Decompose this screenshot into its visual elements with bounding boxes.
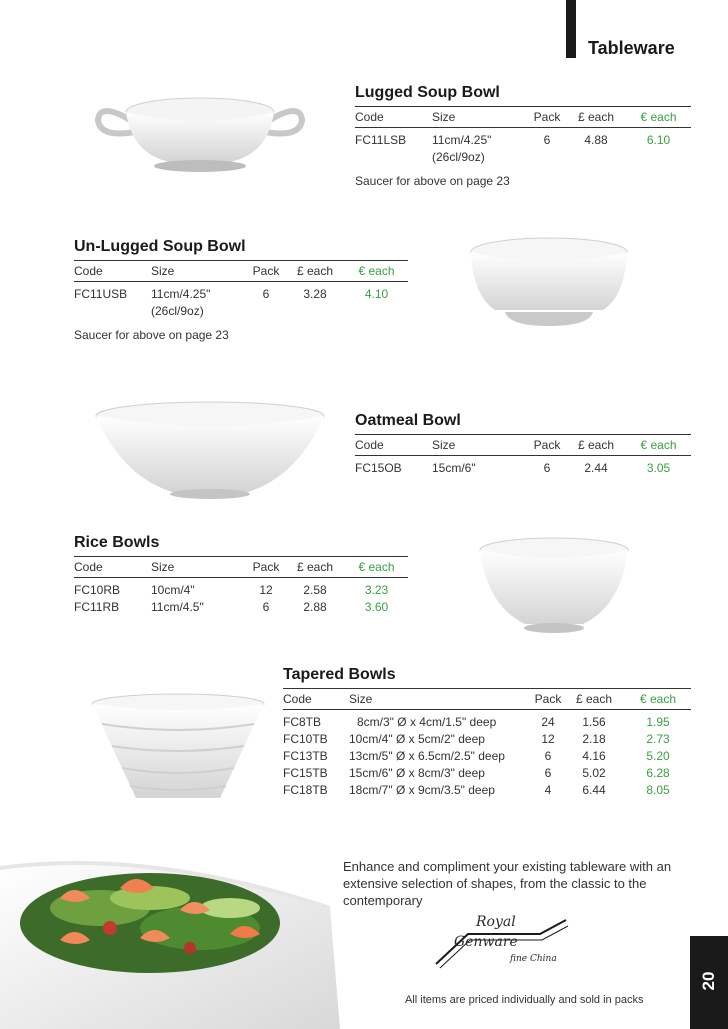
tapered-bowls-section bbox=[283, 666, 691, 799]
table-row bbox=[283, 748, 691, 765]
rice-bowls-section bbox=[74, 534, 408, 616]
cell-eur: 5.20 bbox=[646, 749, 670, 763]
cell-pack: 12 bbox=[259, 583, 273, 597]
table-header-row bbox=[283, 689, 691, 710]
cell-size: 11cm/4.25" bbox=[151, 287, 211, 301]
col-code: Code bbox=[355, 107, 432, 128]
oatmeal-bowl-photo bbox=[92, 400, 328, 504]
cell-gbp: 2.44 bbox=[584, 461, 608, 475]
table-header-row bbox=[355, 435, 691, 456]
product-table bbox=[283, 688, 691, 799]
cell-pack: 6 bbox=[543, 133, 551, 147]
table-header-row bbox=[355, 107, 691, 128]
cell-gbp: 5.02 bbox=[582, 766, 606, 780]
table-row bbox=[74, 282, 408, 304]
cell-eur: 6.10 bbox=[646, 133, 671, 147]
col-size: Size bbox=[432, 107, 528, 128]
logo-line3: fine China bbox=[510, 954, 557, 964]
cell-pack: 6 bbox=[262, 287, 270, 301]
table-row bbox=[74, 599, 408, 616]
table-row bbox=[283, 710, 691, 732]
cell-code: FC15TB bbox=[283, 766, 328, 780]
cell-size: 15cm/6" Ø x 8cm/3" deep bbox=[349, 766, 485, 780]
cell-code: FC13TB bbox=[283, 749, 328, 763]
table-header-row bbox=[74, 557, 408, 578]
product-table bbox=[74, 260, 408, 320]
cell-eur: 3.23 bbox=[364, 583, 389, 597]
cell-size: 10cm/4" Ø x 5cm/2" deep bbox=[349, 732, 485, 746]
col-gbp: £ each bbox=[285, 261, 345, 282]
header-bar bbox=[566, 0, 576, 58]
section-title: Tapered Bowls bbox=[283, 666, 396, 683]
col-size: Size bbox=[432, 435, 528, 456]
table-row bbox=[283, 731, 691, 748]
table-row bbox=[283, 782, 691, 799]
cell-gbp: 2.18 bbox=[582, 732, 606, 746]
saucer-note: Saucer for above on page 23 bbox=[355, 174, 510, 188]
cell-code: FC15OB bbox=[355, 461, 402, 475]
section-title: Un-Lugged Soup Bowl bbox=[74, 238, 246, 255]
cell-gbp: 4.88 bbox=[584, 133, 608, 147]
cell-gbp: 3.28 bbox=[303, 287, 327, 301]
cell-code: FC11RB bbox=[74, 600, 120, 614]
table-row bbox=[74, 578, 408, 600]
col-pack: Pack bbox=[528, 435, 566, 456]
table-row bbox=[355, 128, 691, 150]
cell-size: 18cm/7" Ø x 9cm/3.5" deep bbox=[349, 783, 495, 797]
col-pack: Pack bbox=[533, 689, 563, 710]
cell-eur: 2.73 bbox=[646, 732, 670, 746]
cell-pack: 6 bbox=[544, 749, 552, 763]
unlugged-soup-bowl-photo bbox=[465, 236, 633, 332]
col-pack: Pack bbox=[528, 107, 566, 128]
col-eur: € each bbox=[345, 557, 408, 578]
section-title: Rice Bowls bbox=[74, 534, 160, 551]
logo-line2: Genware bbox=[454, 934, 518, 950]
cell-eur: 4.10 bbox=[364, 287, 389, 301]
cell-size-capacity: (26cl/9oz) bbox=[432, 150, 485, 164]
table-row bbox=[355, 456, 691, 478]
page-number: 20 bbox=[699, 971, 718, 991]
cell-size: 13cm/5" Ø x 6.5cm/2.5" deep bbox=[349, 749, 505, 763]
table-row bbox=[283, 765, 691, 782]
cell-code: FC18TB bbox=[283, 783, 328, 797]
royal-genware-logo bbox=[430, 914, 570, 972]
col-code: Code bbox=[283, 689, 349, 710]
col-eur: € each bbox=[626, 435, 691, 456]
tagline: Enhance and compliment your existing tableware with an extensive selection of shapes, from the classic to the contemporary bbox=[343, 859, 672, 908]
col-pack: Pack bbox=[247, 261, 285, 282]
cell-code: FC10RB bbox=[74, 583, 121, 597]
col-size: Size bbox=[349, 689, 533, 710]
cell-gbp: 4.16 bbox=[582, 749, 606, 763]
section-title: Oatmeal Bowl bbox=[355, 412, 461, 429]
cell-eur: 3.60 bbox=[364, 600, 389, 614]
cell-gbp: 2.88 bbox=[303, 600, 327, 614]
cell-size: 11cm/4.5" bbox=[151, 600, 204, 614]
col-gbp: £ each bbox=[563, 689, 625, 710]
col-size: Size bbox=[151, 557, 247, 578]
col-code: Code bbox=[355, 435, 432, 456]
saucer-note: Saucer for above on page 23 bbox=[74, 328, 229, 342]
section-title: Lugged Soup Bowl bbox=[355, 84, 500, 101]
product-table bbox=[355, 434, 691, 477]
col-size: Size bbox=[151, 261, 247, 282]
cell-pack: 6 bbox=[544, 766, 552, 780]
cell-gbp: 1.56 bbox=[582, 715, 606, 729]
salad-bowl-photo bbox=[0, 828, 340, 1029]
cell-eur: 6.28 bbox=[646, 766, 670, 780]
lugged-soup-bowl-photo bbox=[90, 92, 310, 182]
cell-code: FC8TB bbox=[283, 715, 322, 729]
rice-bowl-photo bbox=[475, 536, 633, 640]
lugged-soup-bowl-section bbox=[355, 84, 691, 188]
col-gbp: £ each bbox=[566, 435, 626, 456]
table-header-row bbox=[74, 261, 408, 282]
unlugged-soup-bowl-section bbox=[74, 238, 408, 342]
footer-note: All items are priced individually and sold in packs bbox=[405, 994, 644, 1006]
cell-pack: 6 bbox=[262, 600, 270, 614]
product-table bbox=[74, 556, 408, 616]
cell-pack: 6 bbox=[543, 461, 551, 475]
cell-eur: 3.05 bbox=[646, 461, 671, 475]
cell-size: 11cm/4.25" bbox=[432, 133, 492, 147]
cell-pack: 12 bbox=[541, 732, 555, 746]
logo-line1: Royal bbox=[476, 914, 516, 930]
cell-eur: 1.95 bbox=[646, 715, 670, 729]
col-gbp: £ each bbox=[566, 107, 626, 128]
cell-gbp: 2.58 bbox=[303, 583, 327, 597]
cell-size: 10cm/4" bbox=[151, 583, 195, 597]
col-code: Code bbox=[74, 261, 151, 282]
cell-code: FC10TB bbox=[283, 732, 328, 746]
col-eur: € each bbox=[626, 107, 691, 128]
col-eur: € each bbox=[625, 689, 691, 710]
cell-code: FC11LSB bbox=[355, 133, 407, 147]
tapered-bowl-photo bbox=[88, 690, 268, 808]
col-gbp: £ each bbox=[285, 557, 345, 578]
cell-eur: 8.05 bbox=[646, 783, 670, 797]
col-eur: € each bbox=[345, 261, 408, 282]
cell-size-capacity: (26cl/9oz) bbox=[151, 304, 204, 318]
table-row-continuation bbox=[74, 303, 408, 320]
cell-size: 8cm/3" Ø x 4cm/1.5" deep bbox=[357, 715, 497, 729]
cell-gbp: 6.44 bbox=[582, 783, 606, 797]
col-pack: Pack bbox=[247, 557, 285, 578]
product-table bbox=[355, 106, 691, 166]
col-code: Code bbox=[74, 557, 151, 578]
cell-code: FC11USB bbox=[74, 287, 128, 301]
oatmeal-bowl-section bbox=[355, 412, 691, 477]
table-row-continuation bbox=[355, 149, 691, 166]
page-title: Tableware bbox=[588, 38, 675, 58]
cell-pack: 4 bbox=[544, 783, 552, 797]
cell-pack: 24 bbox=[541, 715, 555, 729]
cell-size: 15cm/6" bbox=[432, 461, 476, 475]
